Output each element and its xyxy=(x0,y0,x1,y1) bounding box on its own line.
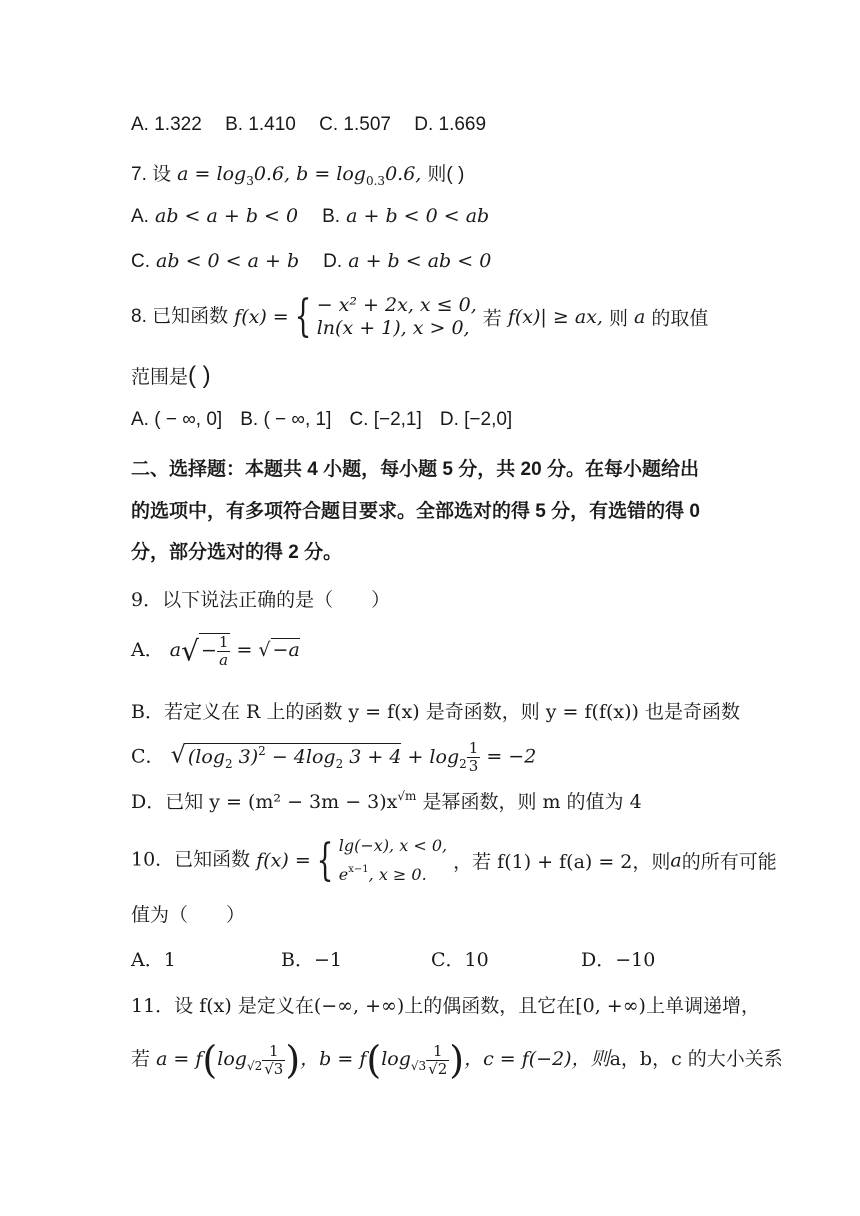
q7-expression: $a = \log_30.6$, $b = \log_{0.3}0.6$, xyxy=(177,163,422,188)
q11-stem-line2: 若 $a = f(\log_{√2}$ $\frac{1}{√3}$ )，$b = f(\log_{√3}$ $\frac{1}{√2}$ )，c = f(−2)，则a，b，c 的大小关系 xyxy=(131,1038,783,1082)
q9-option-a[interactable]: A． a√ − $\frac{1}{a}$ = √ −a xyxy=(131,633,300,669)
q7-number: 7. 设 xyxy=(131,164,172,185)
section2-line1: 二、选择题：本题共 4 小题，每小题 5 分，共 20 分。在每小题给出 xyxy=(131,459,699,480)
q7-stem xyxy=(131,159,464,188)
q8-option-b[interactable]: B. ( − ∞, 1] xyxy=(240,409,332,430)
q8-options-row xyxy=(131,408,512,431)
q7-option-c[interactable]: C. ab < 0 < a + b xyxy=(131,250,300,272)
q8-stem-line2: 范围是( ) xyxy=(131,362,211,389)
q8-function: f(x) = xyxy=(234,306,289,328)
q7-option-d[interactable]: D. a + b < ab < 0 xyxy=(323,250,492,272)
q6-options-row xyxy=(131,114,486,136)
q7-option-a[interactable]: A. ab < a + b < 0 xyxy=(131,205,299,227)
q10-brace: { xyxy=(316,834,334,886)
q8-option-c[interactable]: C. [−2,1] xyxy=(349,409,422,430)
q10-stem-line2: 值为（ ） xyxy=(131,904,246,926)
q8-condition: f(x)| ≥ ax, xyxy=(507,306,603,328)
q7-tail: 则( ) xyxy=(427,164,465,185)
q8-option-a[interactable]: A. ( − ∞, 0] xyxy=(131,409,223,430)
q9-option-b[interactable]: B．若定义在 R 上的函数 y = f(x) 是奇函数，则 y = f(f(x)) 也是奇函数 xyxy=(131,701,740,723)
q7-options-row-1 xyxy=(131,205,489,228)
q8-stem: 8. 已知函数 f(x) = { − x² + 2x, x ≤ 0, ln(x + 1), x > 0, 若 f(x)| ≥ ax, 则 a 的取值 xyxy=(131,291,709,342)
q6-option-d[interactable]: D. 1.669 xyxy=(414,114,487,135)
q8-answer-paren: ( ) xyxy=(188,362,211,389)
q6-option-c[interactable]: C. 1.507 xyxy=(319,114,391,135)
q10-cases: lg(−x), x < 0, $e^{x-1}$, x ≥ 0. xyxy=(338,836,448,884)
q8-cases: − x² + 2x, x ≤ 0, ln(x + 1), x > 0, xyxy=(316,294,477,339)
q10-option-b[interactable]: B．−1 xyxy=(281,949,342,971)
q10-option-c[interactable]: C．10 xyxy=(431,949,489,971)
q6-option-b[interactable]: B. 1.410 xyxy=(225,114,296,135)
q6-option-a[interactable]: A. 1.322 xyxy=(131,114,202,135)
q7-options-row-2 xyxy=(131,250,491,273)
q10-option-d[interactable]: D．−10 xyxy=(581,949,656,971)
q8-number: 8. 已知函数 xyxy=(131,306,229,327)
q10-stem: 10．已知函数 f(x) = { lg(−x), x < 0, $e^{x-1}$, x ≥ 0. ，若 f(1) + f(a) = 2，则a的所有可能 xyxy=(131,834,777,886)
section2-line2: 的选项中，有多项符合题目要求。全部选对的得 5 分，有选错的得 0 xyxy=(131,501,700,522)
q9-option-d[interactable]: D．已知 $y = (m^2 - 3m - 3)x^{√m}$ 是幂函数，则 m 的值为 4 xyxy=(131,789,642,813)
q10-option-a[interactable]: A．1 xyxy=(131,949,176,971)
q9-option-c[interactable]: C． √ ($\log_2$ $3)^2 - 4\log_2$ $3 + 4 + \log_2$ $\frac{1}{3}$ = −2 xyxy=(131,739,537,775)
q8-option-d[interactable]: D. [−2,0] xyxy=(439,409,513,430)
q8-brace: { xyxy=(294,291,312,342)
q9-stem: 9．以下说法正确的是（ ） xyxy=(131,589,391,611)
section2-line3: 分，部分选对的得 2 分。 xyxy=(131,542,343,563)
q11-stem-line1: 11．设 f(x) 是定义在(−∞, +∞)上的偶函数，且它在[0, +∞)上单调递增， xyxy=(131,995,760,1017)
q7-option-b[interactable]: B. a + b < 0 < ab xyxy=(322,205,490,227)
